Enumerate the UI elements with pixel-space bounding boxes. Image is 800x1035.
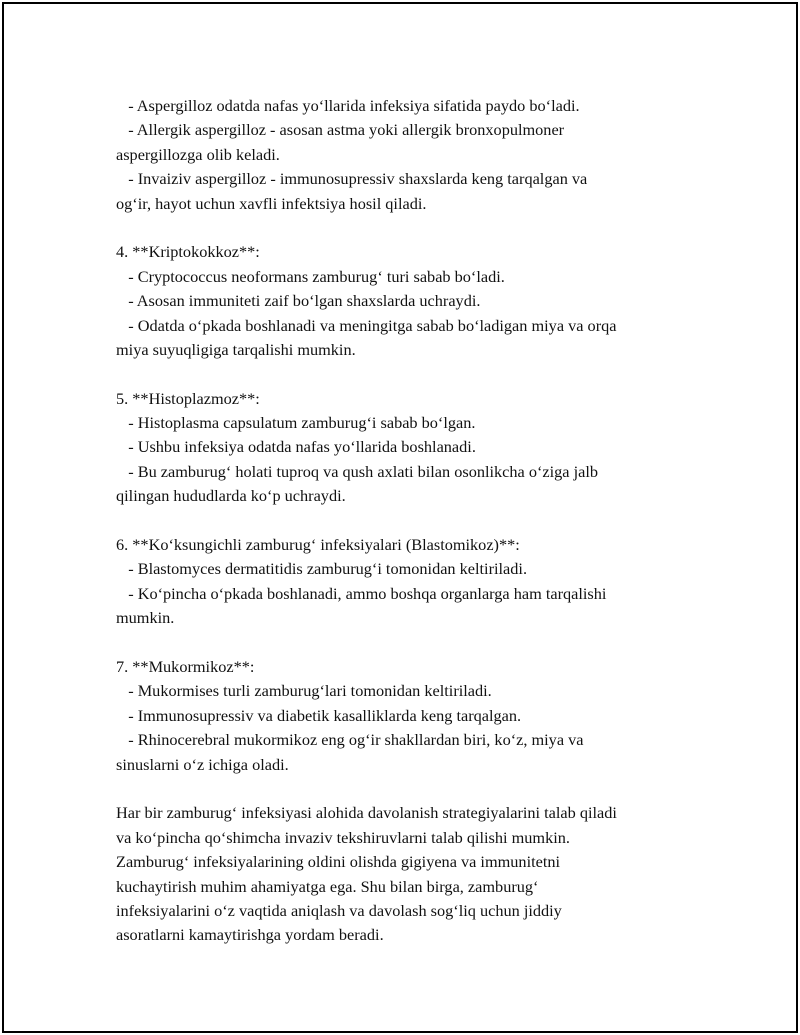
document-body <box>116 94 696 948</box>
section-heading: 5. **Histoplazmoz**: <box>116 388 260 408</box>
text-line: - Asosan immuniteti zaif bo‘lgan shaxslarda uchraydi. <box>116 291 481 311</box>
section-heading: 7. **Mukormikoz**: <box>116 656 255 676</box>
paragraph-spacer <box>116 631 696 655</box>
conclusion-line: infeksiyalarini o‘z vaqtida aniqlash va davolash sog‘liq uchun jiddiy <box>116 900 562 920</box>
text-line: - Bu zamburug‘ holati tuproq va qush axlati bilan osonlikcha o‘ziga jalb <box>116 461 598 481</box>
conclusion-line: va ko‘pincha qo‘shimcha invaziv tekshiruvlarni talab qilishi mumkin. <box>116 827 570 847</box>
section-heading: 6. **Ko‘ksungichli zamburug‘ infeksiyalari (Blastomikoz)**: <box>116 535 520 555</box>
text-line: - Cryptococcus neoformans zamburug‘ turi sabab bo‘ladi. <box>116 266 505 286</box>
text-line: - Histoplasma capsulatum zamburug‘i sabab bo‘lgan. <box>116 413 476 433</box>
conclusion-line: Har bir zamburug‘ infeksiyasi alohida davolanish strategiyalarini talab qiladi <box>116 803 617 823</box>
conclusion-line: asoratlarni kamaytirishga yordam beradi. <box>116 925 384 945</box>
text-line: sinuslarni o‘z ichiga oladi. <box>116 754 289 774</box>
text-line: - Aspergilloz odatda nafas yo‘llarida infeksiya sifatida paydo bo‘ladi. <box>116 96 580 115</box>
conclusion-line: Zamburug‘ infeksiyalarining oldini olishda gigiyena va immunitetni <box>116 852 561 872</box>
section-heading: 4. **Kriptokokkoz**: <box>116 242 260 262</box>
text-line: - Mukormises turli zamburug‘lari tomonidan keltiriladi. <box>116 681 492 701</box>
text-line: qilingan hududlarda ko‘p uchraydi. <box>116 486 346 506</box>
text-line: og‘ir, hayot uchun xavfli infektsiya hosil qiladi. <box>116 193 427 213</box>
text-line: - Blastomyces dermatitidis zamburug‘i tomonidan keltiriladi. <box>116 559 528 579</box>
text-line: miya suyuqligiga tarqalishi mumkin. <box>116 339 356 359</box>
paragraph-spacer <box>116 509 696 533</box>
text-line: - Rhinocerebral mukormikoz eng og‘ir shakllardan biri, ko‘z, miya va <box>116 730 584 750</box>
paragraph-spacer <box>116 216 696 240</box>
paragraph-spacer <box>116 777 696 801</box>
text-line: aspergillozga olib keladi. <box>116 144 280 164</box>
text-line: mumkin. <box>116 608 175 628</box>
text-line: - Ushbu infeksiya odatda nafas yo‘llarida boshlanadi. <box>116 437 476 457</box>
paragraph-spacer <box>116 362 696 386</box>
text-line: - Invaiziv aspergilloz - immunosupressiv shaxslarda keng tarqalgan va <box>116 169 588 189</box>
text-line: - Ko‘pincha o‘pkada boshlanadi, ammo boshqa organlarga ham tarqalishi <box>116 583 607 603</box>
text-line: - Odatda o‘pkada boshlanadi va meningitga sabab bo‘ladigan miya va orqa <box>116 315 617 335</box>
text-line: - Allergik aspergilloz - asosan astma yoki allergik bronxopulmoner <box>116 120 565 140</box>
conclusion-line: kuchaytirish muhim ahamiyatga ega. Shu bilan birga, zamburug‘ <box>116 876 539 896</box>
text-line: - Immunosupressiv va diabetik kasalliklarda keng tarqalgan. <box>116 705 522 725</box>
